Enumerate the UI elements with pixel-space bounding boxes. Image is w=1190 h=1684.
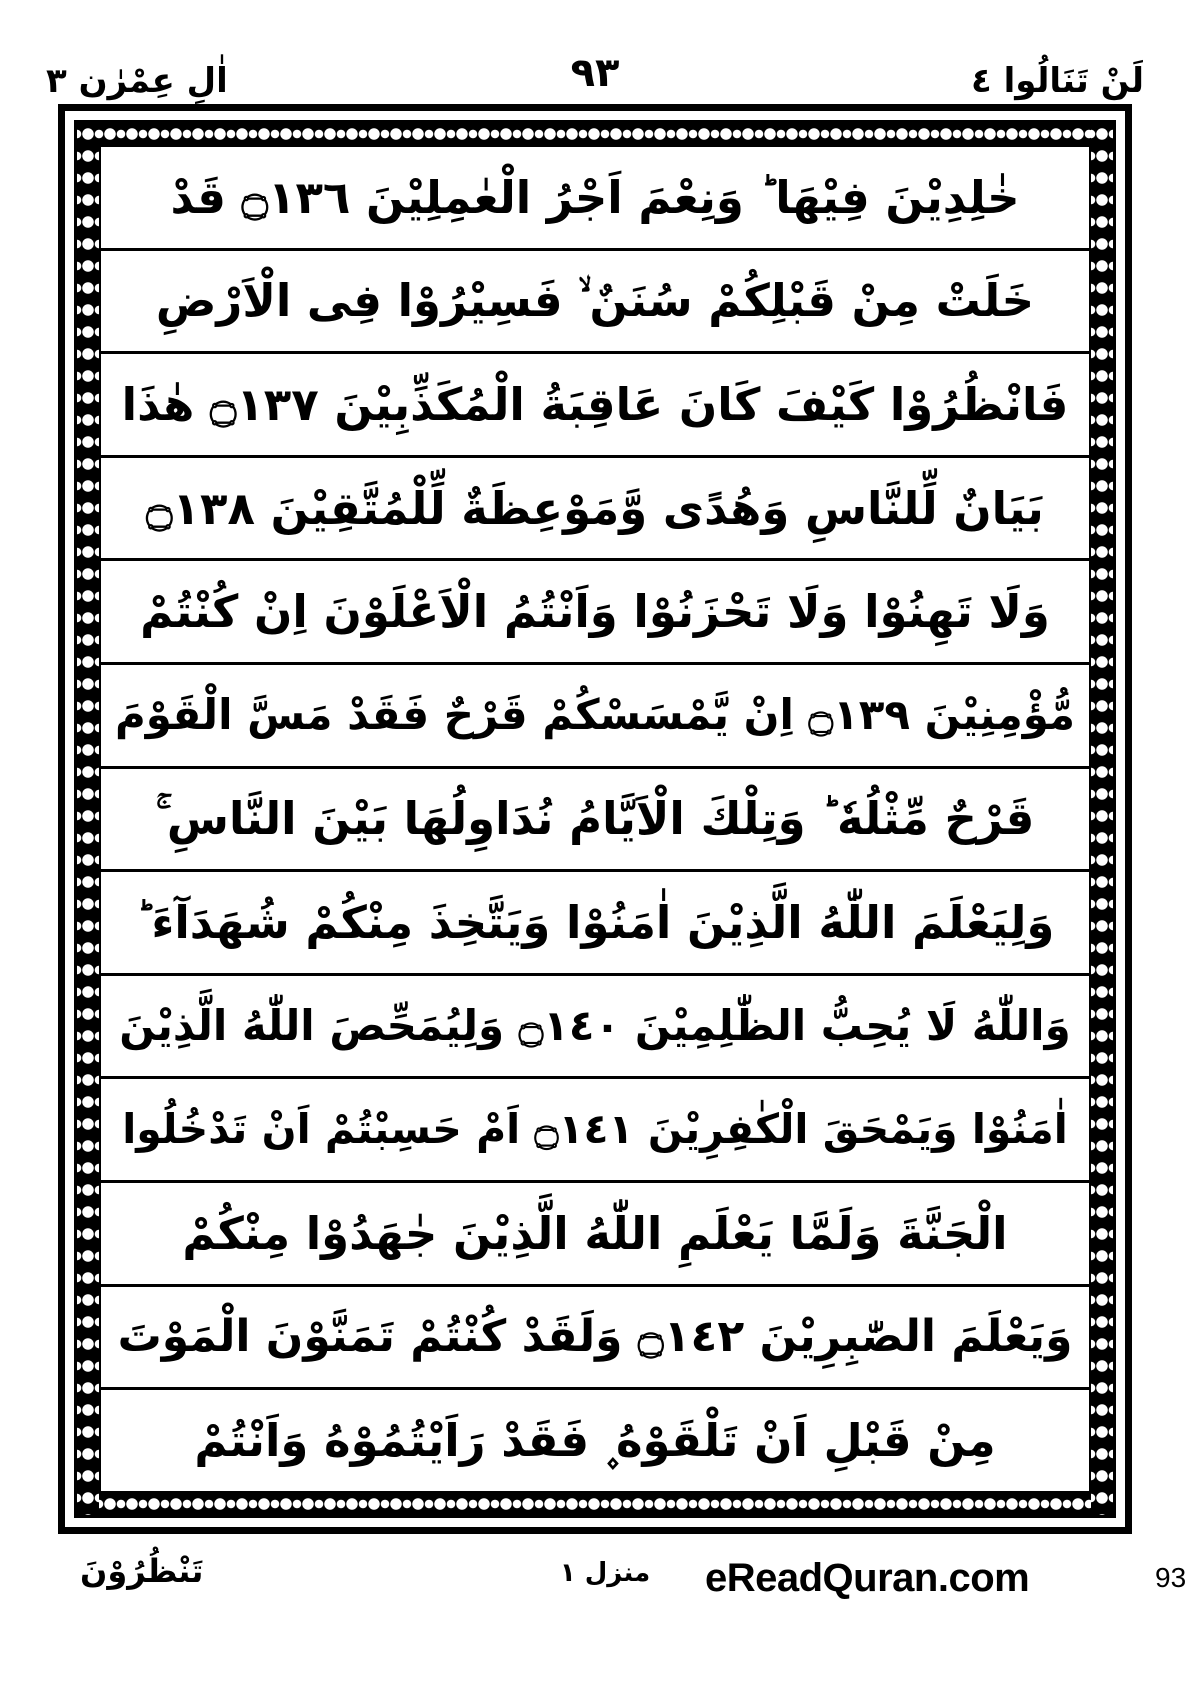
ayah-line [101, 1079, 1089, 1183]
ayah-line-text: خَلَتْ مِنْ قَبْلِكُمْ سُنَنٌ ۙ فَسِيْرُوْا فِى الْاَرْضِ [155, 274, 1035, 328]
page-header [40, 30, 1150, 100]
ornament-border-left-icon [77, 123, 99, 1515]
ayah-line [101, 769, 1089, 873]
ornamental-frame [58, 104, 1132, 1534]
header-para-name: لَنْ تَنَالُوا ٤ [971, 61, 1144, 102]
ayah-line-text: قَرْحٌ مِّثْلُهٗ ؕ وَتِلْكَ الْاَيَّامُ نُدَاوِلُهَا بَيْنَ النَّاسِ ۚ [155, 792, 1035, 846]
ornament-border-bottom-icon [77, 1493, 1113, 1515]
header-surah-name: اٰلِ عِمْرٰن ٣ [46, 61, 228, 102]
ornamental-frame-inner [74, 120, 1116, 1518]
scripture-text-area [99, 145, 1091, 1493]
ayah-line [101, 872, 1089, 976]
ayah-line-text: بَيَانٌ لِّلنَّاسِ وَهُدًى وَّمَوْعِظَةٌ لِّلْمُتَّقِيْنَ ۝١٣٨ [146, 481, 1044, 535]
header-page-number-arabic: ٩٣ [570, 50, 620, 96]
ayah-line [101, 561, 1089, 665]
ayah-line-text: مِنْ قَبْلِ اَنْ تَلْقَوْهُ ۪ فَقَدْ رَاَيْتُمُوْهُ وَاَنْتُمْ [194, 1414, 996, 1468]
footer-manzil-label: منزل ١ [559, 1558, 651, 1588]
ayah-line-text: مُّؤْمِنِيْنَ ۝١٣٩ اِنْ يَّمْسَسْكُمْ قَرْحٌ فَقَدْ مَسَّ الْقَوْمَ [114, 690, 1076, 740]
footer-catchword: تَنْظُرُوْنَ [80, 1552, 204, 1590]
ornament-border-right-icon [1091, 123, 1113, 1515]
ayah-line-text: وَاللّٰهُ لَا يُحِبُّ الظّٰلِمِيْنَ ۝١٤٠ وَلِيُمَحِّصَ اللّٰهُ الَّذِيْنَ [119, 1001, 1071, 1051]
ayah-line-text: اٰمَنُوْا وَيَمْحَقَ الْكٰفِرِيْنَ ۝١٤١ اَمْ حَسِبْتُمْ اَنْ تَدْخُلُوا [122, 1105, 1068, 1154]
ayah-line [101, 1287, 1089, 1391]
ayah-line-text: وَلَا تَهِنُوْا وَلَا تَحْزَنُوْا وَاَنْتُمُ الْاَعْلَوْنَ اِنْ كُنْتُمْ [140, 585, 1050, 639]
footer-page-number: 93 [1155, 1562, 1187, 1593]
ayah-line [101, 1390, 1089, 1491]
ayah-line [101, 458, 1089, 562]
ayah-line [101, 354, 1089, 458]
ayah-line [101, 665, 1089, 769]
page-footer [60, 1548, 1187, 1618]
ayah-line-text: خٰلِدِيْنَ فِيْهَا ؕ وَنِعْمَ اَجْرُ الْعٰمِلِيْنَ ۝١٣٦ قَدْ [170, 170, 1020, 224]
ayah-line-text: فَانْظُرُوْا كَيْفَ كَانَ عَاقِبَةُ الْمُكَذِّبِيْنَ ۝١٣٧ هٰذَا [121, 378, 1069, 432]
ayah-line [101, 1183, 1089, 1287]
ayah-line [101, 251, 1089, 355]
ornament-border-top-icon [77, 123, 1113, 145]
footer-brand-link[interactable]: eReadQuran.com [705, 1556, 1030, 1600]
ayah-line [101, 976, 1089, 1080]
ayah-line-text: وَلِيَعْلَمَ اللّٰهُ الَّذِيْنَ اٰمَنُوْا وَيَتَّخِذَ مِنْكُمْ شُهَدَآءَ ؕ [135, 896, 1055, 950]
ayah-line-text: الْجَنَّةَ وَلَمَّا يَعْلَمِ اللّٰهُ الَّذِيْنَ جٰهَدُوْا مِنْكُمْ [182, 1206, 1008, 1260]
ayah-line-text: وَيَعْلَمَ الصّٰبِرِيْنَ ۝١٤٢ وَلَقَدْ كُنْتُمْ تَمَنَّوْنَ الْمَوْتَ [117, 1311, 1073, 1362]
ayah-line [101, 147, 1089, 251]
